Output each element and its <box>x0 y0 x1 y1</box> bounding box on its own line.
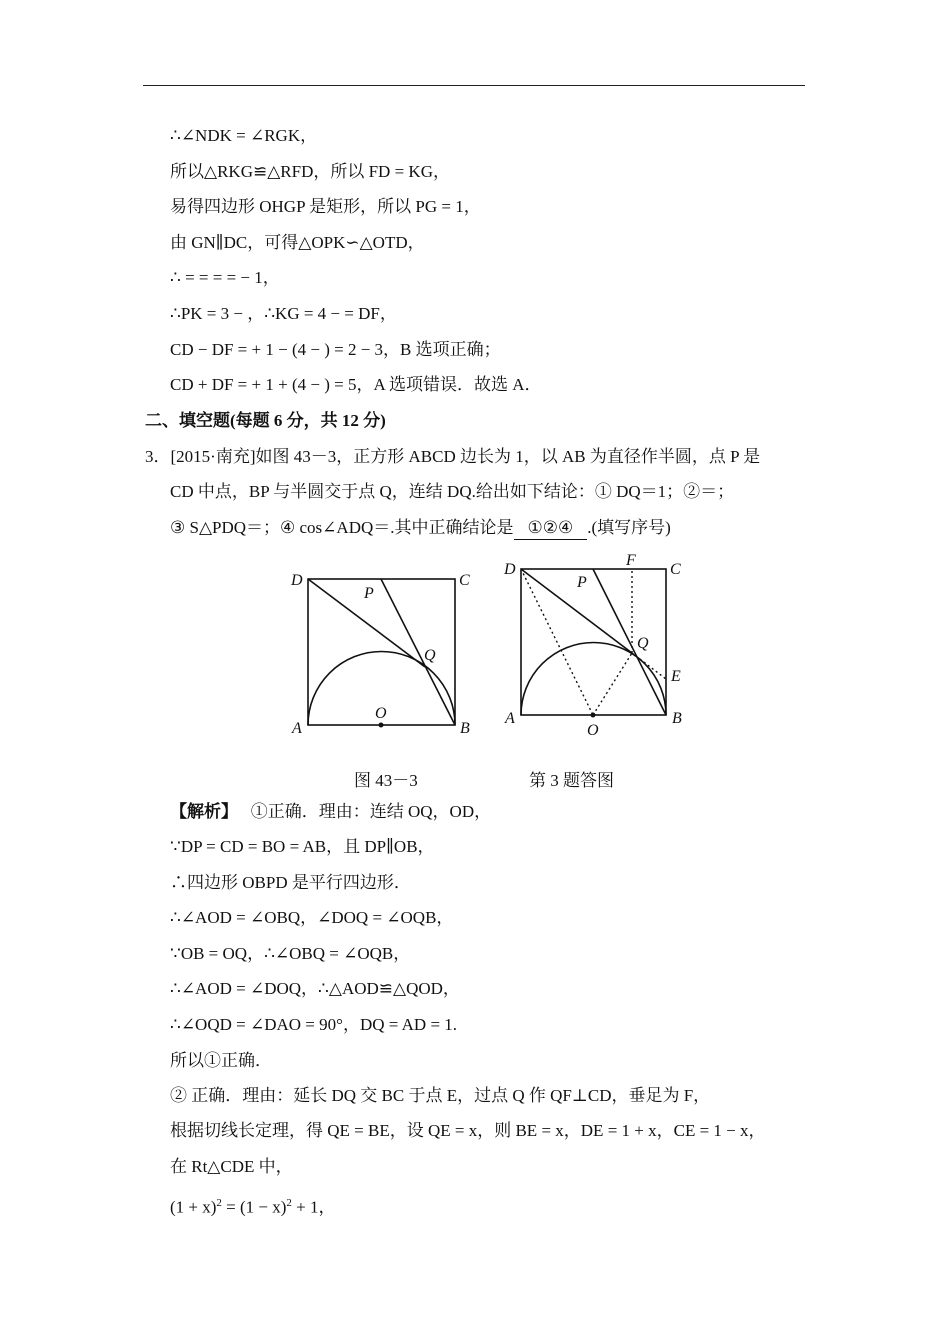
text-line: 由 GN∥DC，可得△OPK∽△OTD， <box>170 233 425 252</box>
solution-line: 根据切线长定理，得 QE = BE，设 QE = x，则 BE = x，DE = 1 + x，CE = 1 − x， <box>170 1121 766 1140</box>
solution-line: 所以①正确． <box>170 1051 272 1070</box>
fig2-point-o <box>591 713 596 718</box>
solution-line: 在 Rt△CDE 中， <box>170 1157 293 1176</box>
fig1-label-b: B <box>460 720 470 737</box>
fig1-label-c: C <box>459 572 470 589</box>
solution-text: ①正确．理由：连结 OQ，OD， <box>250 802 492 821</box>
fig2-label-o: O <box>587 722 599 739</box>
text-line: ∴∠NDK = ∠RGK， <box>170 126 318 145</box>
eq-right: + 1， <box>291 1197 336 1217</box>
fig1-label-o: O <box>375 705 387 722</box>
solution-line: ∵OB = OQ，∴∠OBQ = ∠OQB， <box>170 944 411 963</box>
solution-line: ② 正确．理由：延长 DQ 交 BC 于点 E，过点 Q 作 QF⊥CD，垂足为 F， <box>170 1086 711 1105</box>
text-line: 所以△RKG≌△RFD，所以 FD = KG， <box>170 162 450 181</box>
fig1-label-q: Q <box>424 647 436 664</box>
text-line: ∴PK = 3 − ，∴KG = 4 − = DF， <box>170 304 397 323</box>
fig2-label-b: B <box>672 710 682 727</box>
fig2-label-f: F <box>626 552 636 569</box>
eq-exp-1: 2 <box>216 1197 222 1209</box>
fig2-label-q: Q <box>637 635 649 652</box>
fig2-label-c: C <box>670 561 681 578</box>
fig2-line-qe <box>632 653 666 679</box>
fig2-line-bp <box>593 569 666 715</box>
fig2-semicircle <box>521 643 666 716</box>
figure-caption-2: 第 3 题答图 <box>529 771 614 790</box>
fig2-label-e: E <box>671 668 681 685</box>
fig1-label-d: D <box>291 572 303 589</box>
question-line-3-pre: ③ S△PDQ＝；④ cos∠ADQ＝.其中正确结论是 <box>170 518 514 537</box>
text-line: CD − DF = + 1 − (4 − ) = 2 − 3，B 选项正确； <box>170 340 501 359</box>
fig1-label-a: A <box>292 720 302 737</box>
solution-line: ∴∠AOD = ∠DOQ，∴△AOD≌△QOD， <box>170 979 460 998</box>
question-line-2: CD 中点，BP 与半圆交于点 Q，连结 DQ.给出如下结论：① DQ＝1；②＝； <box>170 482 735 501</box>
solution-line: ∴四边形 OBPD 是平行四边形． <box>170 873 411 892</box>
fig2-label-d: D <box>504 561 516 578</box>
fig2-label-a: A <box>505 710 515 727</box>
fig2-label-p: P <box>577 574 587 591</box>
section-heading: 二、填空题(每题 6 分，共 12 分) <box>145 411 386 430</box>
fig1-point-o <box>379 723 384 728</box>
eq-exp-2: 2 <box>286 1197 292 1209</box>
answer-blank: ①②④ <box>514 517 588 540</box>
question-line-1: 3．[2015·南充]如图 43－3，正方形 ABCD 边长为 1，以 AB 为直径作半圆，点 P 是 <box>145 447 761 466</box>
solution-line: ∴∠OQD = ∠DAO = 90°，DQ = AD = 1. <box>170 1015 458 1034</box>
eq-left: (1 + x) <box>170 1197 217 1217</box>
fig2-line-oq <box>593 653 632 715</box>
solution-line: ∴∠AOD = ∠OBQ，∠DOQ = ∠OQB， <box>170 908 454 927</box>
text-line: 易得四边形 OHGP 是矩形，所以 PG = 1， <box>170 197 481 216</box>
solution-label: 【解析】 <box>170 802 238 821</box>
eq-mid: = (1 − x) <box>221 1197 287 1217</box>
equation-line <box>170 1192 336 1219</box>
figure-caption-1: 图 43－3 <box>354 771 418 790</box>
fig1-label-p: P <box>364 585 374 602</box>
question-line-3-post: .(填写序号) <box>587 518 671 537</box>
solution-line: ∵DP = CD = BO = AB，且 DP∥OB， <box>170 837 435 856</box>
solution-line-1 <box>170 801 491 823</box>
text-line: CD + DF = + 1 + (4 − ) = 5，A 选项错误．故选 A． <box>170 375 542 394</box>
text-line: ∴ = = = = − 1， <box>170 268 280 287</box>
